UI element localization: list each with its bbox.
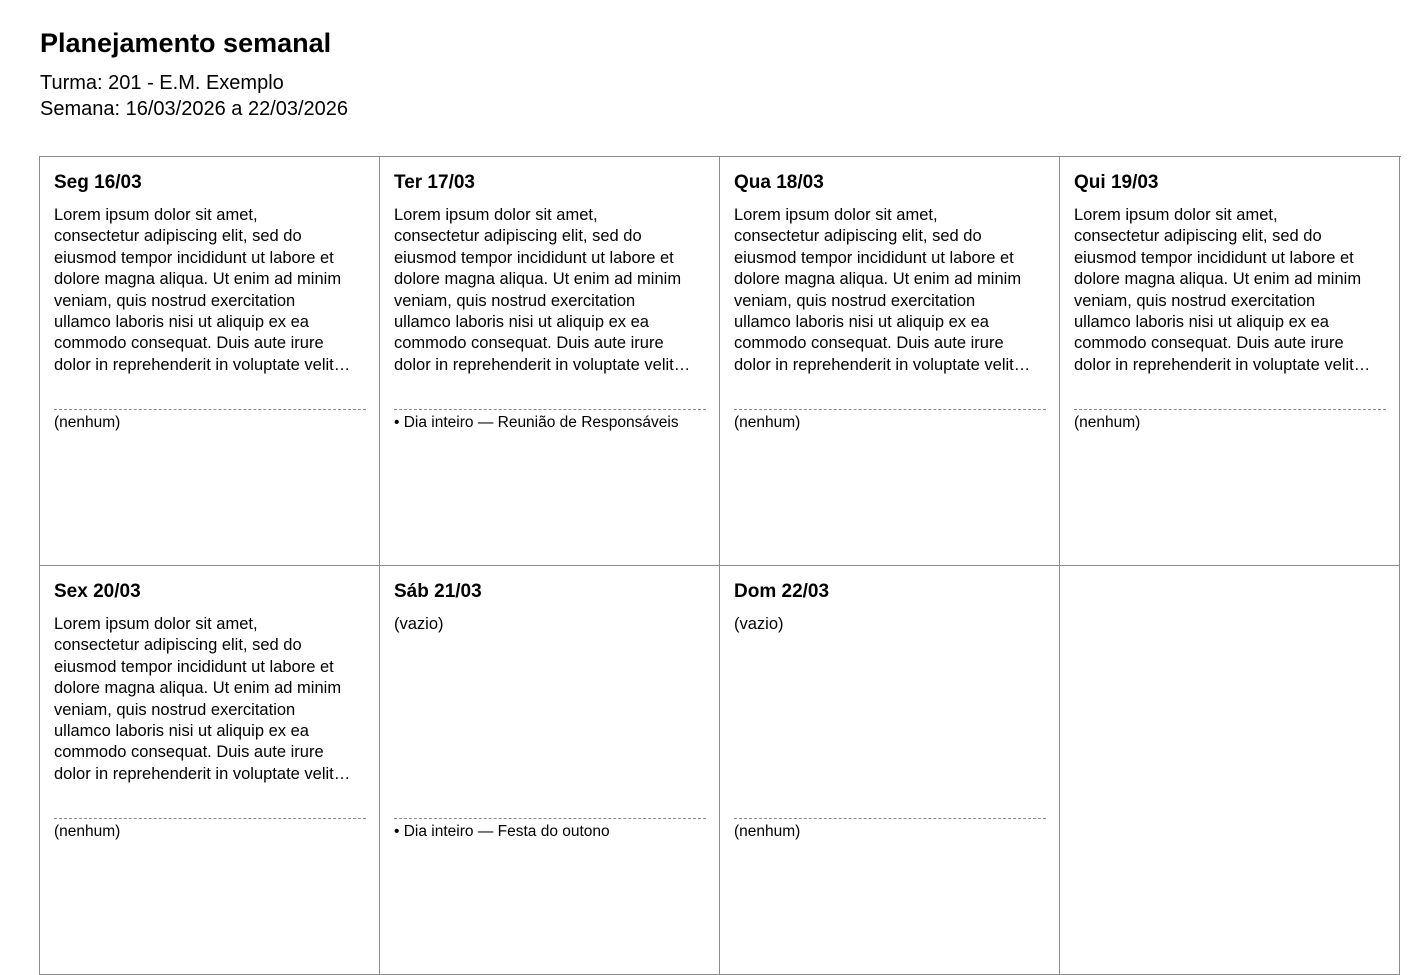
- event-item: (nenhum): [1074, 414, 1141, 431]
- events-list: [394, 413, 714, 433]
- content-line: ullamco laboris nisi ut aliquip ex ea: [54, 722, 309, 741]
- event-item: (nenhum): [734, 414, 801, 431]
- content-line: ullamco laboris nisi ut aliquip ex ea: [734, 313, 989, 332]
- dashed-divider: [394, 409, 706, 410]
- events-list: [394, 822, 714, 842]
- content-line: consectetur adipiscing elit, sed do: [54, 636, 302, 655]
- content-line: ullamco laboris nisi ut aliquip ex ea: [54, 313, 309, 332]
- content-line: dolor in reprehenderit in voluptate velit…: [54, 764, 351, 783]
- content-line: consectetur adipiscing elit, sed do: [394, 227, 642, 246]
- content-line: commodo consequat. Duis aute irure: [734, 334, 1004, 353]
- content-line: dolore magna aliqua. Ut enim ad minim: [394, 270, 682, 289]
- content-line: (vazio): [394, 615, 444, 633]
- content-line: veniam, quis nostrud exercitation: [54, 291, 296, 310]
- day-content: [54, 614, 376, 785]
- semana-label: Semana: 16/03/2026 a 22/03/2026: [40, 98, 349, 120]
- content-line: consectetur adipiscing elit, sed do: [54, 227, 302, 246]
- events-list: [734, 822, 1054, 842]
- content-line: Lorem ipsum dolor sit amet,: [734, 206, 938, 224]
- day-cell-sex: [40, 566, 380, 975]
- content-line: consectetur adipiscing elit, sed do: [734, 227, 982, 246]
- content-line: Lorem ipsum dolor sit amet,: [54, 206, 258, 224]
- content-line: commodo consequat. Duis aute irure: [54, 334, 324, 353]
- events-list: [734, 413, 1054, 433]
- events-list: [1074, 413, 1394, 433]
- content-line: veniam, quis nostrud exercitation: [394, 291, 636, 310]
- content-line: dolore magna aliqua. Ut enim ad minim: [54, 270, 342, 289]
- content-line: veniam, quis nostrud exercitation: [1074, 291, 1316, 310]
- day-cell-seg: [40, 157, 380, 566]
- dashed-divider: [1074, 409, 1386, 410]
- content-line: commodo consequat. Duis aute irure: [394, 334, 664, 353]
- dashed-divider: [54, 409, 366, 410]
- content-line: eiusmod tempor incididunt ut labore et: [54, 657, 334, 676]
- content-line: dolore magna aliqua. Ut enim ad minim: [54, 679, 342, 698]
- content-line: commodo consequat. Duis aute irure: [1074, 334, 1344, 353]
- events-list: [54, 413, 374, 433]
- content-line: consectetur adipiscing elit, sed do: [1074, 227, 1322, 246]
- header-meta: [40, 70, 348, 122]
- content-line: dolor in reprehenderit in voluptate velit…: [1074, 355, 1371, 374]
- dashed-divider: [734, 409, 1046, 410]
- day-cell-sab: [380, 566, 720, 975]
- events-list: [54, 822, 374, 842]
- page-title: Planejamento semanal: [40, 28, 332, 58]
- day-label: Qui 19/03: [1074, 172, 1159, 193]
- content-line: eiusmod tempor incididunt ut labore et: [1074, 248, 1354, 267]
- content-line: veniam, quis nostrud exercitation: [54, 700, 296, 719]
- day-label: Ter 17/03: [394, 172, 475, 193]
- content-line: eiusmod tempor incididunt ut labore et: [734, 248, 1014, 267]
- day-content: [54, 205, 376, 376]
- event-item: (nenhum): [54, 823, 121, 840]
- dashed-divider: [394, 818, 706, 819]
- event-item: (nenhum): [54, 414, 121, 431]
- day-content: [734, 614, 1056, 635]
- day-cell-dom: [720, 566, 1060, 975]
- event-item: • Dia inteiro — Reunião de Responsáveis: [394, 414, 679, 431]
- day-label: Seg 16/03: [54, 172, 142, 193]
- day-content: [734, 205, 1056, 376]
- day-content: [394, 614, 716, 635]
- content-line: eiusmod tempor incididunt ut labore et: [54, 248, 334, 267]
- turma-label: Turma: 201 - E.M. Exemplo: [40, 72, 284, 94]
- content-line: (vazio): [734, 615, 784, 633]
- content-line: dolor in reprehenderit in voluptate velit…: [54, 355, 351, 374]
- event-item: (nenhum): [734, 823, 801, 840]
- day-label: Qua 18/03: [734, 172, 824, 193]
- day-content: [1074, 205, 1396, 376]
- content-line: dolore magna aliqua. Ut enim ad minim: [1074, 270, 1362, 289]
- dashed-divider: [54, 818, 366, 819]
- content-line: ullamco laboris nisi ut aliquip ex ea: [394, 313, 649, 332]
- content-line: Lorem ipsum dolor sit amet,: [394, 206, 598, 224]
- day-label: Dom 22/03: [734, 581, 830, 602]
- day-label: Sex 20/03: [54, 581, 141, 602]
- week-grid: [39, 156, 1401, 975]
- content-line: Lorem ipsum dolor sit amet,: [1074, 206, 1278, 224]
- dashed-divider: [734, 818, 1046, 819]
- content-line: dolor in reprehenderit in voluptate velit…: [734, 355, 1031, 374]
- day-label: Sáb 21/03: [394, 581, 482, 602]
- day-cell-qui: [1060, 157, 1400, 566]
- day-cell-qua: [720, 157, 1060, 566]
- day-content: [394, 205, 716, 376]
- content-line: veniam, quis nostrud exercitation: [734, 291, 976, 310]
- content-line: dolor in reprehenderit in voluptate velit…: [394, 355, 691, 374]
- content-line: Lorem ipsum dolor sit amet,: [54, 615, 258, 633]
- content-line: ullamco laboris nisi ut aliquip ex ea: [1074, 313, 1329, 332]
- day-cell-ter: [380, 157, 720, 566]
- content-line: eiusmod tempor incididunt ut labore et: [394, 248, 674, 267]
- empty-cell: [1060, 566, 1400, 975]
- content-line: dolore magna aliqua. Ut enim ad minim: [734, 270, 1022, 289]
- event-item: • Dia inteiro — Festa do outono: [394, 823, 610, 840]
- content-line: commodo consequat. Duis aute irure: [54, 743, 324, 762]
